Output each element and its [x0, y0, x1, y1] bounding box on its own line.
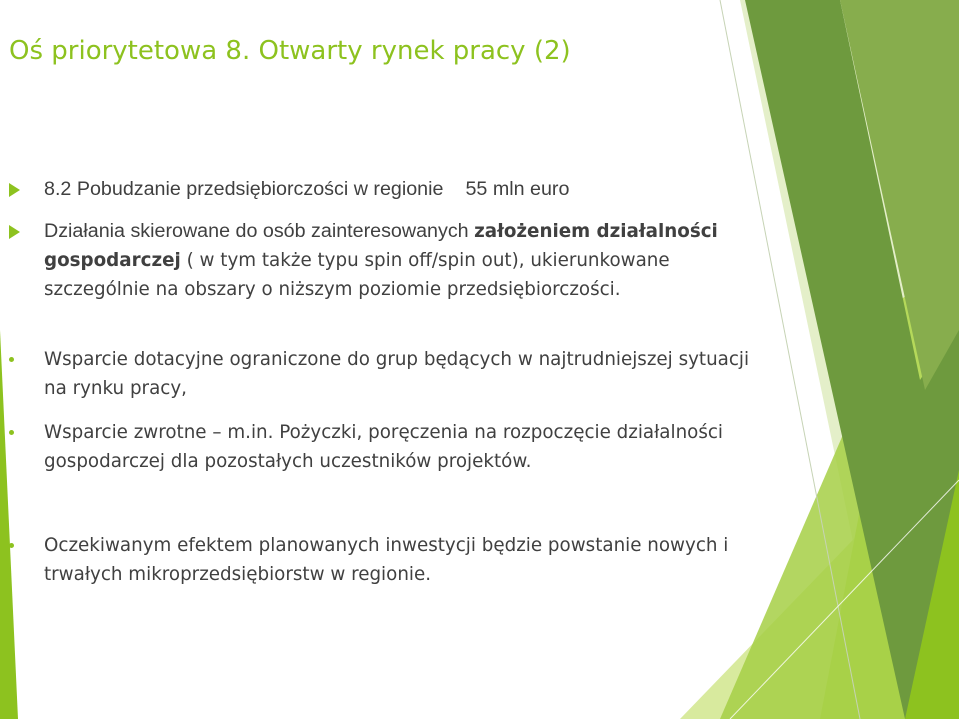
actions-lead-text: Działania skierowane do osób zainteresowanych — [44, 220, 475, 242]
measure-text: 8.2 Pobudzanie przedsiębiorczości w regionie — [44, 178, 444, 200]
bullet-grant-support — [44, 345, 769, 403]
actions-bold-text: założeniem działalności gospodarczej — [44, 221, 718, 271]
arrow-bullet-icon — [9, 183, 20, 197]
arrow-bullet-icon — [9, 225, 20, 239]
repayable-support-text: Wsparcie zwrotne – m.in. Pożyczki, poręczenia na rozpoczęcie działalności gospodarczej dla pozostałych uczestników projektów. — [44, 422, 724, 472]
measure-amount: 55 mln euro — [465, 178, 570, 200]
bullet-target-actions — [44, 217, 769, 304]
grant-support-text: Wsparcie dotacyjne ograniczone do grup będących w najtrudniejszej sytuacji na rynku pracy, — [44, 349, 750, 399]
actions-rest-text: ( w tym także typu spin off/spin out), ukierunkowane szczególnie na obszary o niższym poziomie przedsiębiorczości. — [44, 250, 670, 300]
bullet-expected-effect — [44, 531, 769, 589]
dot-bullet-icon — [9, 430, 14, 435]
slide-title: Oś priorytetowa 8. Otwarty rynek pracy (2) — [9, 36, 571, 66]
dot-bullet-icon — [9, 357, 14, 362]
dot-bullet-icon — [9, 543, 14, 548]
bullet-measure-8-2 — [44, 175, 769, 204]
bullet-repayable-support — [44, 418, 824, 476]
expected-effect-text: Oczekiwanym efektem planowanych inwestycji będzie powstanie nowych i trwałych mikroprzedsiębiorstw w regionie. — [44, 535, 729, 585]
left-edge-facet — [0, 330, 18, 719]
